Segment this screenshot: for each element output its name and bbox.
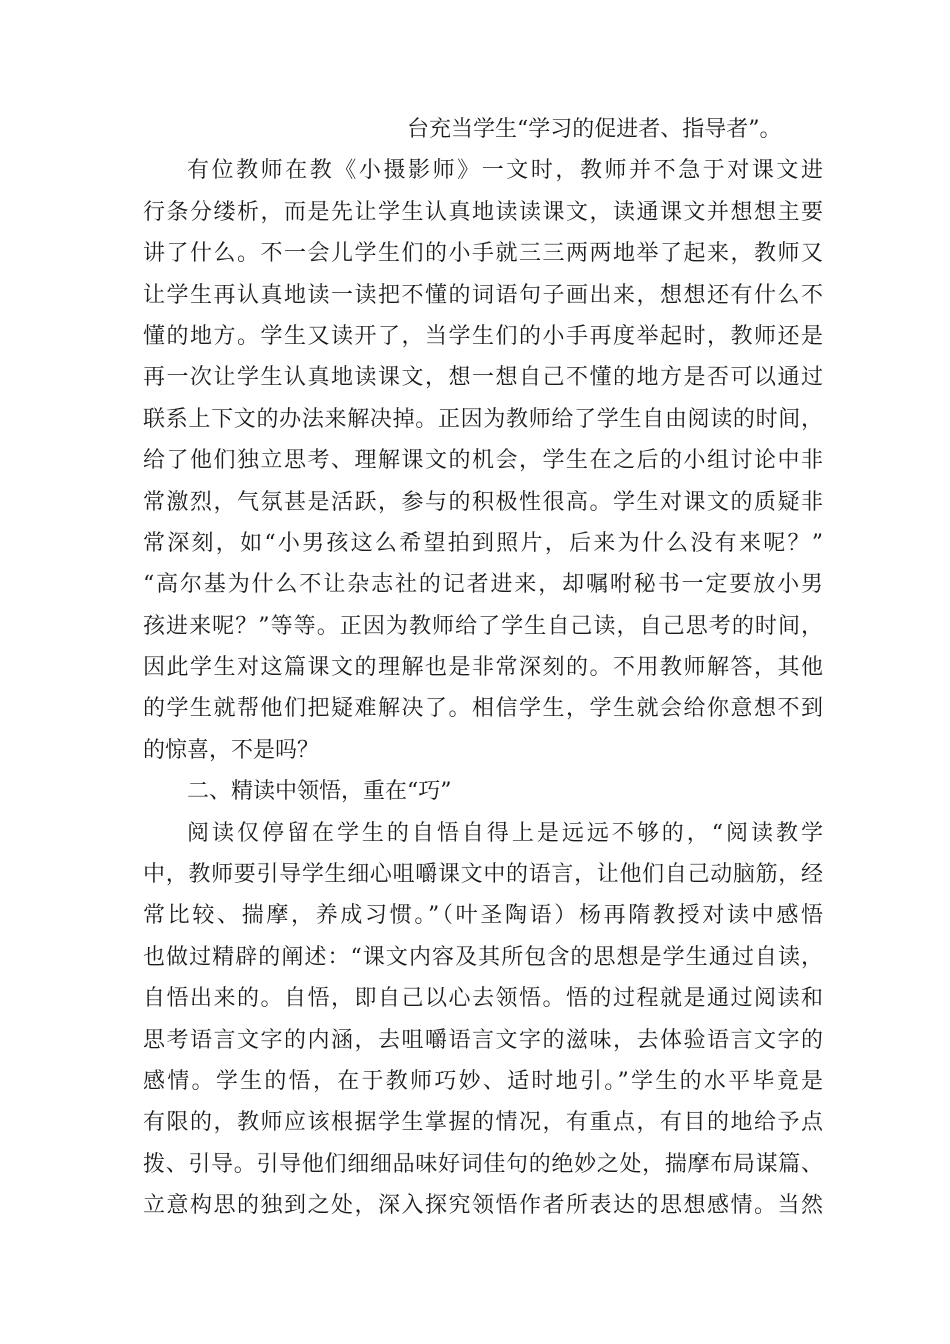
text-line: 有限的，教师应该根据学生掌握的情况，有重点，有目的地给予点 [143,1110,823,1136]
text-line: 再一次让学生认真地读课文，想一想自己不懂的地方是否可以通过 [143,365,823,391]
text-line: 行条分缕析，而是先让学生认真地读读课文，读通课文并想想主要 [143,199,823,225]
text-line: 感情。学生的悟，在于教师巧妙、适时地引。”学生的水平毕竟是 [143,1068,823,1094]
text-line: 有位教师在教《小摄影师》一文时，教师并不急于对课文进 [187,158,823,184]
text-line: 常比较、揣摩，养成习惯。”（叶圣陶语）杨再隋教授对读中感悟 [143,903,823,929]
text-line: 的惊喜，不是吗？ [143,737,320,763]
text-line: 因此学生对这篇课文的理解也是非常深刻的。不用教师解答，其他 [143,655,823,681]
text-line: 立意构思的独到之处，深入探究领悟作者所表达的思想感情。当然 [143,1193,823,1219]
text-line: 给了他们独立思考、理解课文的机会，学生在之后的小组讨论中非 [143,448,823,474]
text-line: 也做过精辟的阐述：“课文内容及其所包含的思想是学生通过自读， [143,944,823,970]
text-line: 常激烈，气氛甚是活跃，参与的积极性很高。学生对课文的质疑非 [143,489,823,515]
text-line: “高尔基为什么不让杂志社的记者进来，却嘱咐秘书一定要放小男 [143,572,823,598]
text-line: 懂的地方。学生又读开了，当学生们的小手再度举起时，教师还是 [143,323,823,349]
text-line: 思考语言文字的内涵，去咀嚼语言文字的滋味，去体验语言文字的 [143,1027,823,1053]
text-line: 联系上下文的办法来解决掉。正因为教师给了学生自由阅读的时间， [143,406,823,432]
body-text [143,109,823,1227]
text-line: 常深刻，如“小男孩这么希望拍到照片，后来为什么没有来呢？” [143,530,823,556]
section-heading: 二、精读中领悟，重在“巧” [187,779,452,805]
text-line: 让学生再认真地读一读把不懂的词语句子画出来，想想还有什么不 [143,282,823,308]
text-line: 讲了什么。不一会儿学生们的小手就三三两两地举了起来，教师又 [143,241,823,267]
text-line: 拨、引导。引导他们细细品味好词佳句的绝妙之处，揣摩布局谋篇、 [143,1151,823,1177]
text-line: 自悟出来的。自悟，即自己以心去领悟。悟的过程就是通过阅读和 [143,986,823,1012]
text-line: 台充当学生“学习的促进者、指导者”。 [407,117,782,142]
text-line: 中，教师要引导学生细心咀嚼课文中的语言，让他们自己动脑筋，经 [143,862,823,888]
text-line: 阅读仅停留在学生的自悟自得上是远远不够的，“阅读教学 [187,820,823,846]
text-line: 的学生就帮他们把疑难解决了。相信学生，学生就会给你意想不到 [143,696,823,722]
text-line: 孩进来呢？”等等。正因为教师给了学生自己读，自己思考的时间， [143,613,823,639]
